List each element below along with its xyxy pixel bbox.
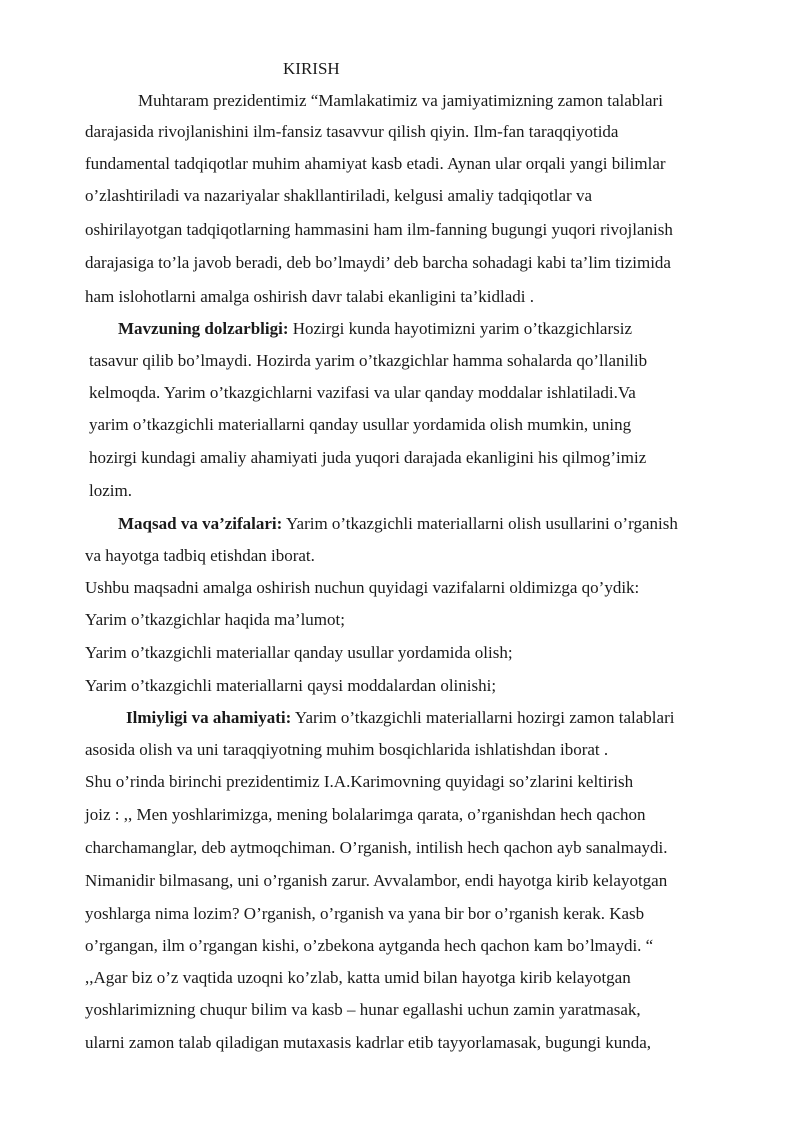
significance-first-line: [126, 707, 674, 729]
relevance-line: yarim o’tkazgichli materiallarni qanday usullar yordamida olish mumkin, uning: [89, 415, 632, 434]
intro-line: fundamental tadqiqotlar muhim ahamiyat kasb etadi. Aynan ular orqali yangi bilimlar: [85, 154, 666, 173]
intro-line: darajasida rivojlanishini ilm-fansiz tasavvur qilish qiyin. Ilm-fan taraqqiyotida: [85, 122, 619, 141]
goals-text: Yarim o’tkazgichli materiallarni olish usullarini o’rganish: [282, 514, 678, 533]
significance-line: yoshlarga nima lozim? O’rganish, o’rganish va yana bir bor o’rganish kerak. Kasb: [85, 904, 645, 923]
significance-line: ularni zamon talab qiladigan mutaxasis kadrlar etib tayyorlamasak, bugungi kunda,: [85, 1033, 652, 1052]
relevance-line: hozirgi kundagi amaliy ahamiyati juda yuqori darajada ekanligini his qilmog’imiz: [89, 448, 647, 467]
goals-line: Yarim o’tkazgichli materiallar qanday usullar yordamida olish;: [85, 643, 513, 662]
intro-line: o’zlashtiriladi va nazariyalar shakllantiriladi, kelgusi amaliy tadqiqotlar va: [85, 186, 592, 205]
relevance-text: Hozirgi kunda hayotimizni yarim o’tkazgichlarsiz: [288, 319, 633, 338]
relevance-line: tasavur qilib bo’lmaydi. Hozirda yarim o’tkazgichlar hamma sohalarda qo’llanilib: [89, 351, 648, 370]
significance-line: charchamanglar, deb aytmoqchiman. O’rganish, intilish hech qachon ayb sanalmaydi.: [85, 838, 668, 857]
relevance-heading: Mavzuning dolzarbligi:: [118, 319, 289, 338]
intro-line: darajasiga to’la javob beradi, deb bo’lmaydi’ deb barcha sohadagi kabi ta’lim tizimida: [85, 253, 671, 272]
significance-line: joiz : ,, Men yoshlarimizga, mening bolalarimga qarata, o’rganishdan hech qachon: [85, 805, 646, 824]
significance-line: o’rgangan, ilm o’rgangan kishi, o’zbekona aytganda hech qachon kam bo’lmaydi. “: [85, 936, 654, 955]
goals-line: Ushbu maqsadni amalga oshirish nuchun quyidagi vazifalarni oldimizga qo’ydik:: [85, 578, 640, 597]
intro-line: Muhtaram prezidentimiz “Mamlakatimiz va jamiyatimizning zamon talablari: [138, 91, 663, 110]
significance-line: asosida olish va uni taraqqiyotning muhim bosqichlarida ishlatishdan iborat .: [85, 740, 609, 759]
goals-first-line: [118, 513, 678, 535]
significance-line: yoshlarimizning chuqur bilim va kasb – hunar egallashi uchun zamin yaratmasak,: [85, 1000, 641, 1019]
goals-line: Yarim o’tkazgichli materiallarni qaysi moddalardan olinishi;: [85, 676, 497, 695]
goals-heading: Maqsad va va’zifalari:: [118, 514, 283, 533]
relevance-line: kelmoqda. Yarim o’tkazgichlarni vazifasi va ular qanday moddalar ishlatiladi.Va: [89, 383, 636, 402]
intro-line: ham islohotlarni amalga oshirish davr talabi ekanligini ta’kidladi .: [85, 287, 534, 306]
relevance-line: lozim.: [89, 481, 132, 500]
significance-line: ,,Agar biz o’z vaqtida uzoqni ko’zlab, katta umid bilan hayotga kirib kelayotgan: [85, 968, 631, 987]
significance-line: Nimanidir bilmasang, uni o’rganish zarur. Avvalambor, endi hayotga kirib kelayotgan: [85, 871, 668, 890]
significance-line: Shu o’rinda birinchi prezidentimiz I.A.Karimovning quyidagi so’zlarini keltirish: [85, 772, 634, 791]
relevance-first-line: [118, 318, 632, 340]
goals-line: va hayotga tadbiq etishdan iborat.: [85, 546, 315, 565]
goals-line: Yarim o’tkazgichlar haqida ma’lumot;: [85, 610, 345, 629]
page-title: KIRISH: [283, 59, 340, 78]
intro-line: oshirilayotgan tadqiqotlarning hammasini ham ilm-fanning bugungi yuqori rivojlanish: [85, 220, 673, 239]
significance-text: Yarim o’tkazgichli materiallarni hozirgi zamon talablari: [291, 708, 675, 727]
significance-heading: Ilmiyligi va ahamiyati:: [126, 708, 292, 727]
